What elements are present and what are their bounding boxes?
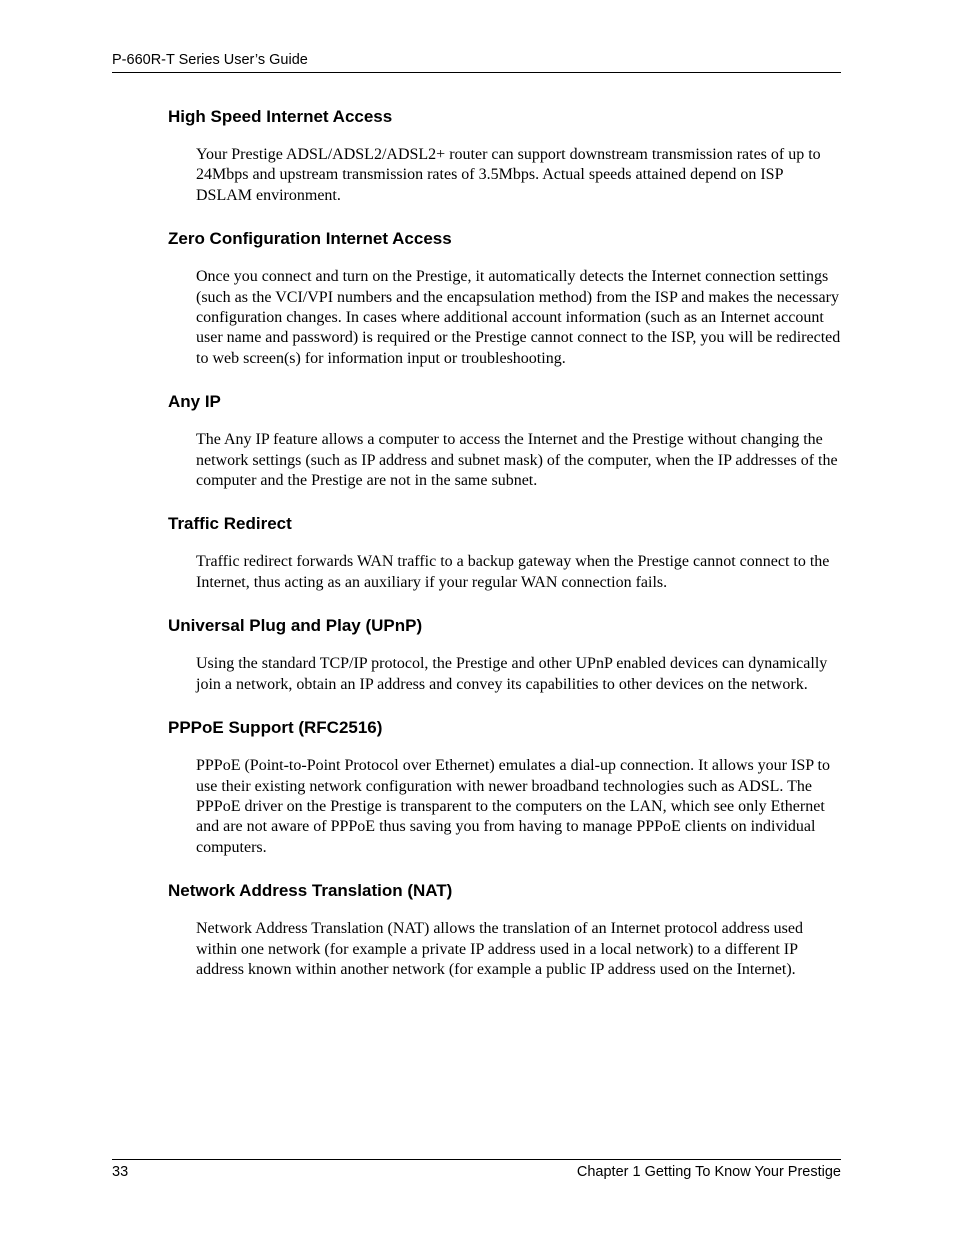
page-number: 33 [112, 1164, 129, 1180]
section-heading: Network Address Translation (NAT) [168, 881, 453, 901]
section-heading: Zero Configuration Internet Access [168, 229, 452, 249]
section-paragraph: Your Prestige ADSL/ADSL2/ADSL2+ router can support downstream transmission rates of up to 24Mbps and upstream transmission rates of 3.5Mbps. Actual speeds attained depend on ISP DSLAM environment. [196, 146, 821, 204]
section-paragraph: PPPoE (Point-to-Point Protocol over Ethernet) emulates a dial-up connection. It allows your ISP to use their existing network configuration with newer broadband technologies such as ADSL. The PPPoE driver on the Prestige is transparent to the computers on the LAN, which see only Ethernet and are not aware of PPPoE thus saving you from having to manage PPPoE clients on individual computers. [196, 757, 830, 856]
section-heading: Traffic Redirect [168, 514, 292, 534]
section-heading: Universal Plug and Play (UPnP) [168, 616, 423, 636]
chapter-title: Chapter 1 Getting To Know Your Prestige [576, 1164, 841, 1180]
section-nat [168, 879, 841, 980]
section-paragraph: Network Address Translation (NAT) allows the translation of an Internet protocol address used within one network (for example a private IP address used in a local network) to a different IP address known within another network (for example a public IP address used on the Internet). [196, 920, 803, 978]
section-paragraph: The Any IP feature allows a computer to access the Internet and the Prestige without changing the network settings (such as IP address and subnet mask) of the computer, when the IP addresses of the computer and the Prestige are not in the same subnet. [196, 431, 838, 490]
section-heading: Any IP [168, 392, 221, 412]
page-footer [112, 1159, 841, 1184]
section-paragraph: Traffic redirect forwards WAN traffic to a backup gateway when the Prestige cannot connect to the Internet, thus acting as an auxiliary if your regular WAN connection fails. [196, 553, 830, 591]
section-any-ip [168, 390, 841, 491]
section-paragraph: Once you connect and turn on the Prestige, it automatically detects the Internet connection settings (such as the VCI/VPI numbers and the encapsulation method) from the ISP and makes the necessary configuration changes. In cases where additional account information (such as an Internet account user name and password) is required or the Prestige cannot connect to the ISP, you will be redirected to web screen(s) for information input or troubleshooting. [196, 268, 841, 367]
page-content [168, 105, 841, 1001]
page-header [112, 50, 841, 73]
section-pppoe-support [168, 716, 841, 858]
section-traffic-redirect [168, 512, 841, 593]
section-heading: High Speed Internet Access [168, 107, 393, 126]
section-zero-configuration [168, 227, 841, 369]
section-upnp [168, 614, 841, 695]
section-high-speed-internet-access [168, 105, 841, 206]
document-title: P-660R-T Series User’s Guide [112, 52, 308, 68]
section-heading: PPPoE Support (RFC2516) [168, 718, 383, 738]
section-paragraph: Using the standard TCP/IP protocol, the Prestige and other UPnP enabled devices can dynamically join a network, obtain an IP address and convey its capabilities to other devices on the network. [196, 655, 828, 693]
